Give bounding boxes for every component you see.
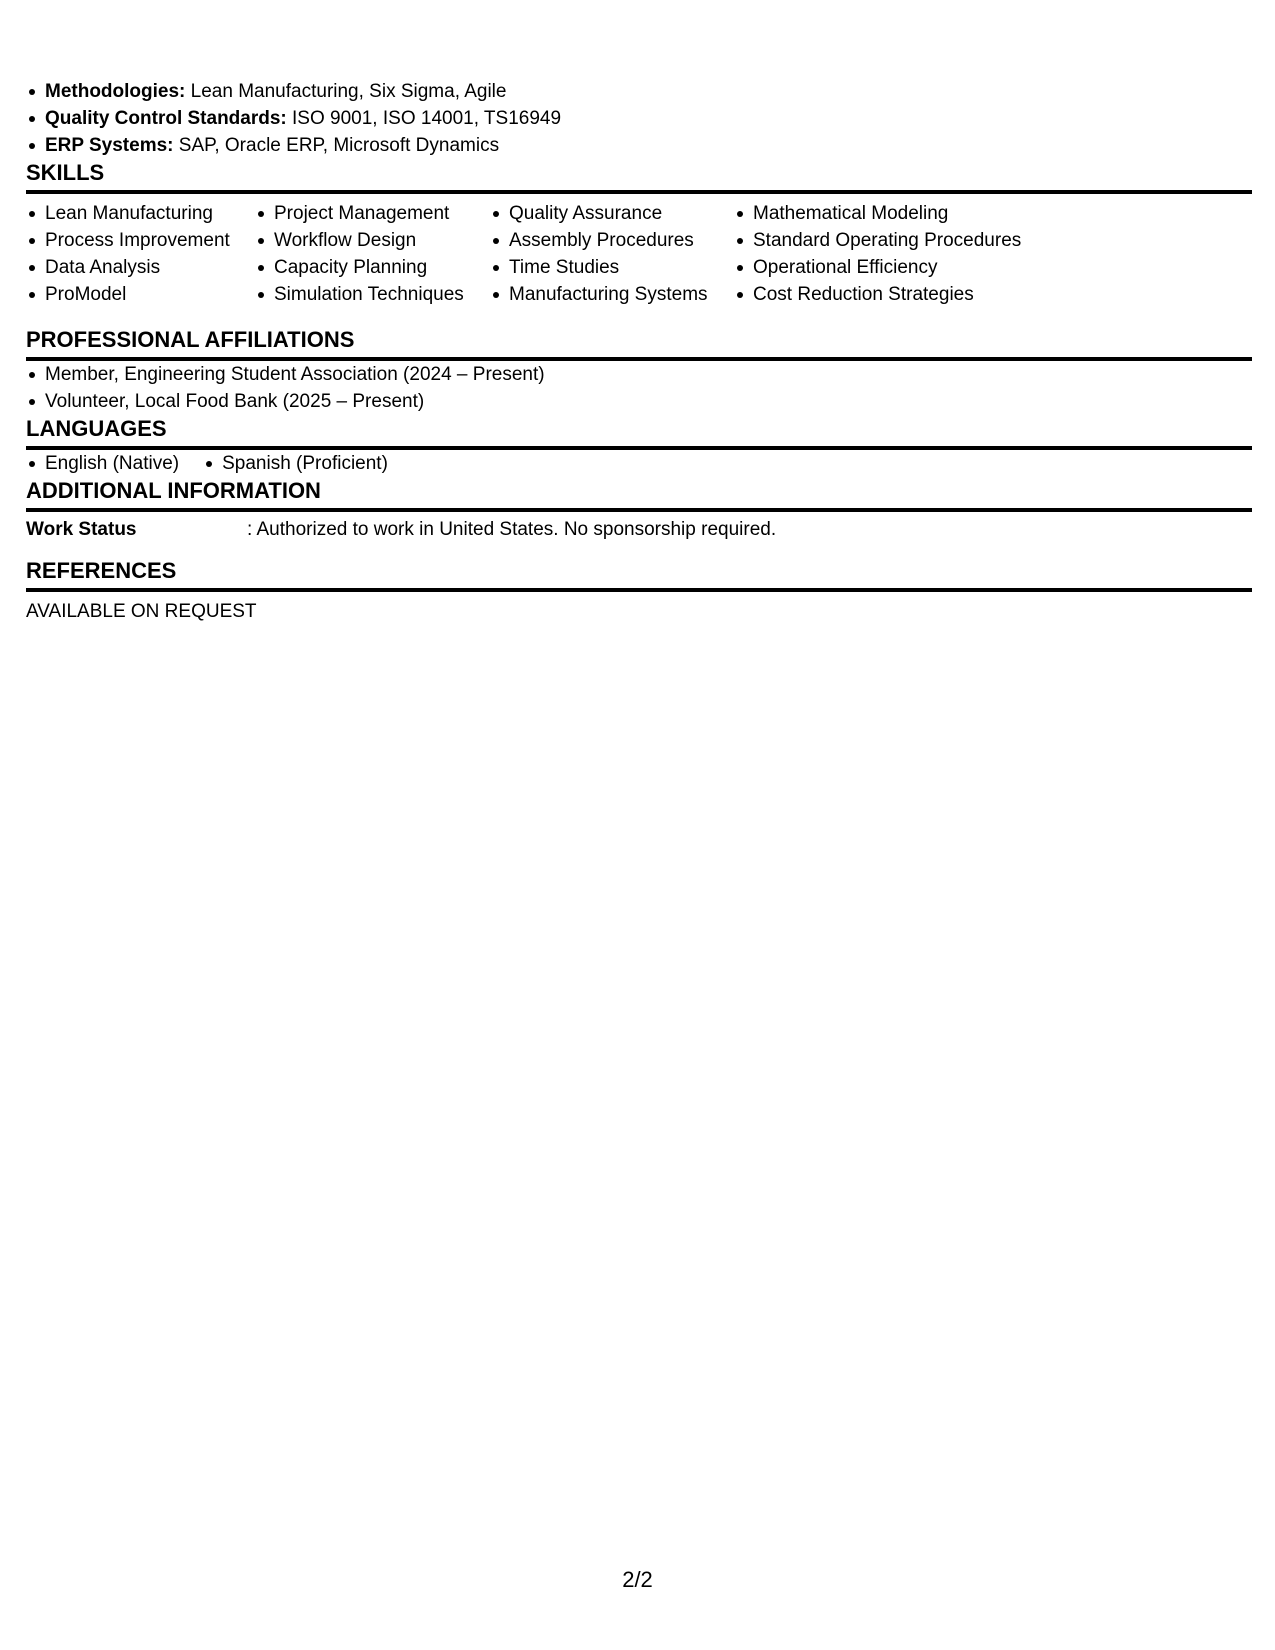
item-label: Methodologies:	[45, 81, 186, 102]
additional-info-heading: ADDITIONAL INFORMATION	[26, 477, 1252, 512]
work-status-label: Work Status	[26, 519, 137, 540]
skills-grid	[26, 200, 1252, 308]
item-value: SAP, Oracle ERP, Microsoft Dynamics	[178, 135, 500, 156]
skills-column	[26, 200, 255, 308]
affiliations-heading: PROFESSIONAL AFFILIATIONS	[26, 326, 1252, 361]
item-value: ISO 9001, ISO 14001, TS16949	[292, 108, 562, 129]
skill-item: Quality Assurance	[490, 200, 734, 227]
skill-item: Capacity Planning	[255, 254, 490, 281]
skill-item: ProModel	[26, 281, 255, 308]
languages-heading: LANGUAGES	[26, 415, 1252, 450]
skill-item: Process Improvement	[26, 227, 255, 254]
skills-heading: SKILLS	[26, 159, 1252, 194]
resume-page	[26, 78, 1252, 625]
skill-item: Manufacturing Systems	[490, 281, 734, 308]
skill-item: Standard Operating Procedures	[734, 227, 1134, 254]
skill-item: Operational Efficiency	[734, 254, 1134, 281]
languages-list	[26, 450, 1252, 477]
skill-item: Time Studies	[490, 254, 734, 281]
skill-item: Cost Reduction Strategies	[734, 281, 1134, 308]
references-heading: REFERENCES	[26, 557, 1252, 592]
skills-column	[734, 200, 1134, 308]
language-item: English (Native)	[26, 450, 179, 477]
item-label: ERP Systems:	[45, 135, 174, 156]
affiliation-item: Volunteer, Local Food Bank (2025 – Present)	[26, 388, 1252, 415]
work-status-value: : Authorized to work in United States. No sponsorship required.	[247, 519, 777, 540]
references-text: AVAILABLE ON REQUEST	[26, 601, 257, 622]
skill-item: Mathematical Modeling	[734, 200, 1134, 227]
list-item	[26, 78, 1252, 105]
affiliations-list	[26, 361, 1252, 415]
skill-item: Assembly Procedures	[490, 227, 734, 254]
work-status-row	[26, 516, 1252, 543]
skill-item: Data Analysis	[26, 254, 255, 281]
skill-item: Lean Manufacturing	[26, 200, 255, 227]
item-label: Quality Control Standards:	[45, 108, 287, 129]
item-value: Lean Manufacturing, Six Sigma, Agile	[190, 81, 507, 102]
skill-item: Workflow Design	[255, 227, 490, 254]
affiliation-item: Member, Engineering Student Association (2024 – Present)	[26, 361, 1252, 388]
technical-proficiencies-list	[26, 78, 1252, 159]
skills-column	[490, 200, 734, 308]
skill-item: Simulation Techniques	[255, 281, 490, 308]
page-number: 2/2	[622, 1567, 653, 1592]
skill-item: Project Management	[255, 200, 490, 227]
list-item	[26, 105, 1252, 132]
skills-column	[255, 200, 490, 308]
language-item: Spanish (Proficient)	[203, 450, 388, 477]
list-item	[26, 132, 1252, 159]
